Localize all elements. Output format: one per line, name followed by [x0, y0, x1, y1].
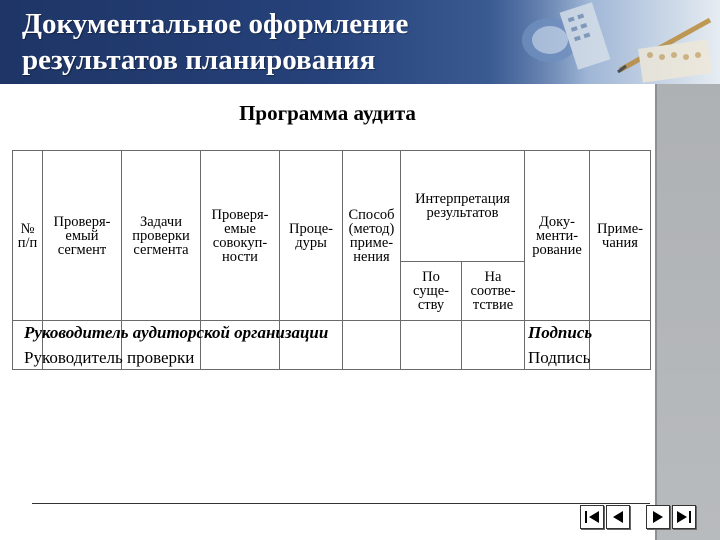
col-procedures-label: Проце- дуры: [289, 220, 333, 251]
col-interp-compliance-label: На соотве- тствие: [470, 269, 516, 313]
col-documentation-label: Доку- менти- рование: [532, 213, 582, 258]
cell-interp-compliance: [462, 321, 525, 370]
col-population-label: Проверя- емые совокуп- ности: [211, 206, 269, 265]
col-documentation: [525, 151, 590, 321]
next-icon: [650, 510, 666, 524]
col-method-label: Способ (метод) приме- нения: [348, 206, 395, 265]
col-tasks: [122, 151, 201, 321]
col-interpretation-label: Интерпретация результатов: [415, 191, 510, 221]
col-interpretation: [401, 151, 525, 262]
col-interp-essence-label: По суще- ству: [413, 269, 449, 313]
prev-slide-button[interactable]: [606, 505, 630, 529]
first-icon: [584, 510, 600, 524]
col-notes-label: Приме- чания: [597, 220, 643, 251]
col-tasks-label: Задачи проверки сегмента: [132, 213, 190, 258]
col-segment: [43, 151, 122, 321]
col-num: [13, 151, 43, 321]
col-notes: [590, 151, 651, 321]
firm-head-label: Руководитель аудиторской организации: [24, 323, 329, 342]
cell-interp-essence: [401, 321, 462, 370]
signature-label-2: Подпись: [528, 348, 591, 367]
footer-line: [32, 503, 650, 504]
title-line-1: Документальное оформление: [22, 8, 409, 40]
col-segment-label: Проверя- емый сегмент: [53, 213, 111, 258]
prev-icon: [610, 510, 626, 524]
col-interp-essence: [401, 262, 462, 321]
table-header-row: [13, 151, 651, 262]
header-band: [0, 0, 720, 84]
col-method: [343, 151, 401, 321]
col-interp-compliance: [462, 262, 525, 321]
cell-method: [343, 321, 401, 370]
header-decor-image: [500, 0, 720, 84]
col-population: [201, 151, 280, 321]
last-slide-button[interactable]: [672, 505, 696, 529]
side-strip-edge: [655, 84, 657, 540]
cell-notes: [590, 321, 651, 370]
side-strip: [655, 84, 720, 540]
last-icon: [676, 510, 692, 524]
next-slide-button[interactable]: [646, 505, 670, 529]
col-num-label: № п/п: [17, 220, 38, 251]
title-line-2: результатов планирования: [22, 44, 376, 76]
col-procedures: [280, 151, 343, 321]
check-head-label: Руководитель проверки: [24, 348, 195, 367]
slide-title: [22, 6, 492, 78]
subtitle: Программа аудита: [239, 101, 416, 125]
signature-label-1: Подпись: [528, 323, 593, 342]
first-slide-button[interactable]: [580, 505, 604, 529]
